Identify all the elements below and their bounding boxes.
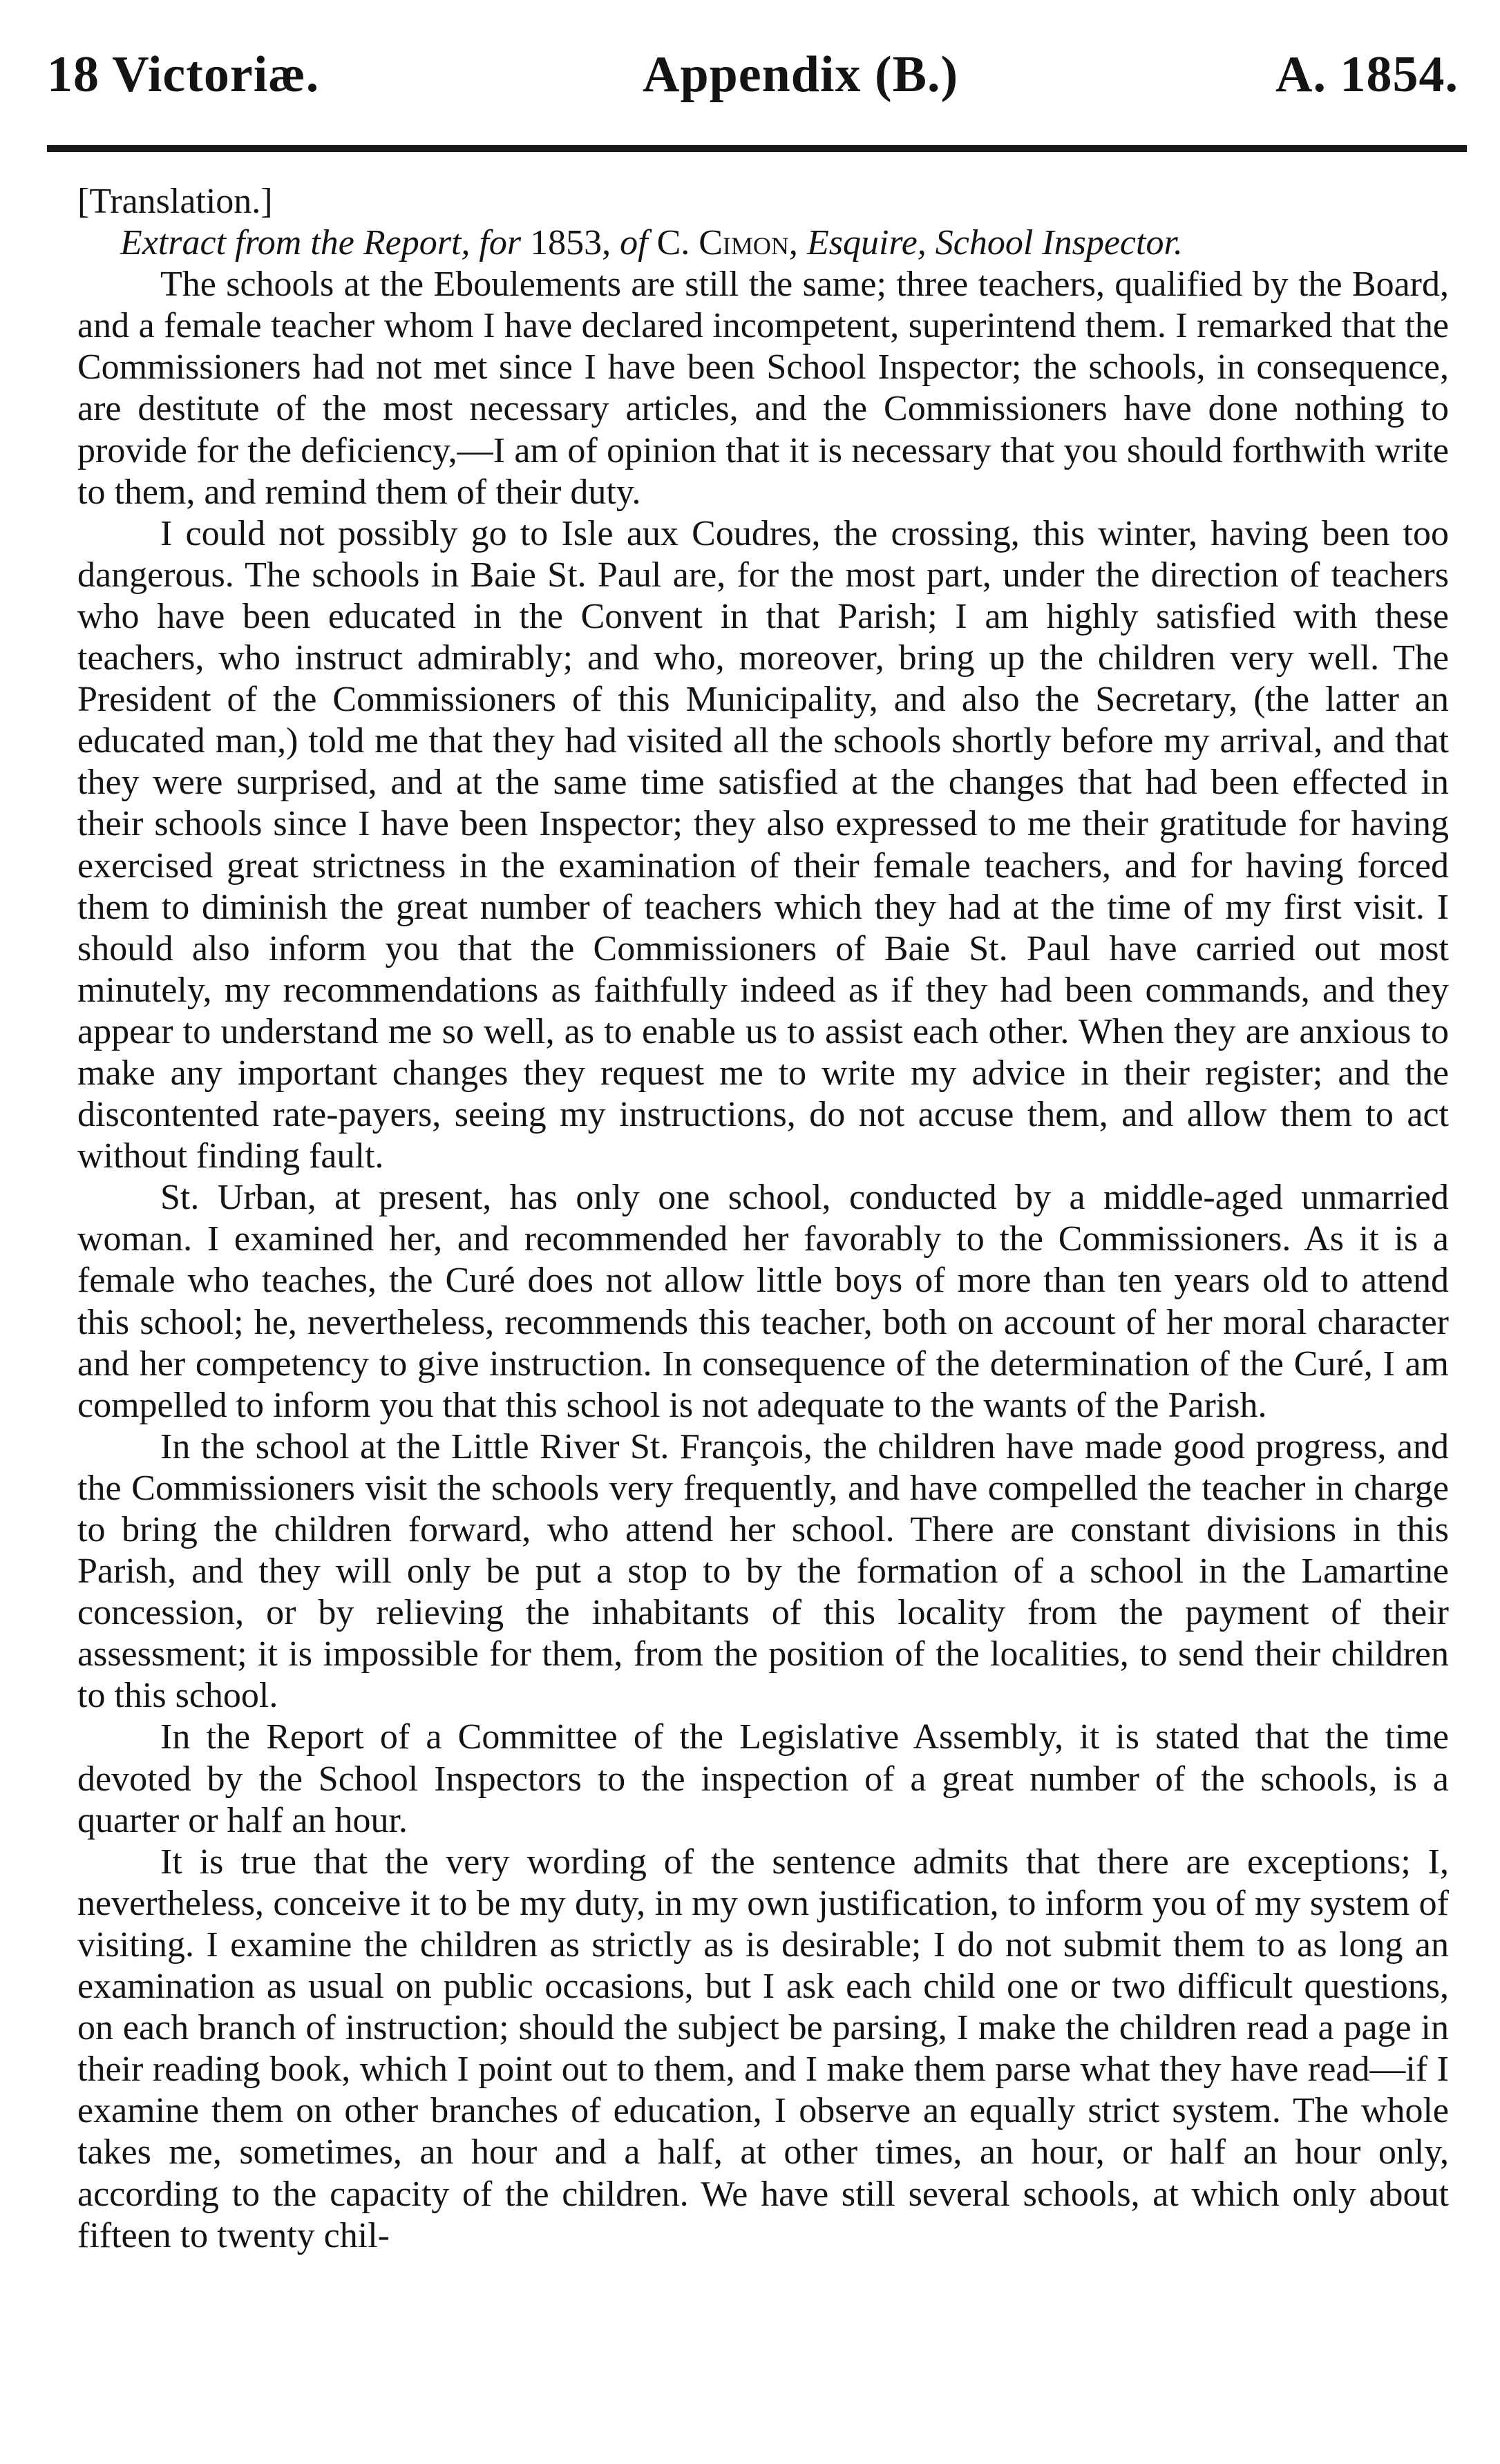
title-part-1: Extract from the Report, for [120, 223, 522, 263]
paragraph-committee-report: In the Report of a Committee of the Legislative Assembly, it is stated that the time devoted by the School Inspectors to the inspection of a great number of the schools, is a quarter or half an hour. [77, 1717, 1449, 1840]
extract-title [77, 222, 1449, 264]
title-name-initial: C. [656, 223, 690, 263]
header-session: 18 Victoriæ. [47, 46, 320, 103]
header-appendix: Appendix (B.) [643, 46, 959, 103]
paragraph-baie-st-paul: I could not possibly go to Isle aux Coudres, the crossing, this winter, having been too dangerous. The schools in Baie St. Paul are, for the most part, under the direction of teachers who have been educated in the Convent in that Parish; I am highly satisfied with these teachers, who instruct admirably; and who, moreover, bring up the children very well. The President of the Commissioners of this Municipality, and also the Secretary, (the latter an educated man,) told me that they had visited all the schools shortly before my arrival, and that they were surprised, and at the same time satisfied at the changes that had been effected in their schools since I have been Inspector; they also expressed to me their gratitude for having exercised great strictness in the examination of their female teachers, and for having forced them to diminish the great number of teachers which they had at the time of my first visit. I should also inform you that the Commissioners of Baie St. Paul have carried out most minutely, my recommendations as faithfully indeed as if they had been commands, and they appear to understand me so well, as to enable us to assist each other. When they are anxious to make any important changes they request me to write my advice in their register; and the discontented rate-payers, seeing my instructions, do not accuse them, and allow them to act without finding fault. [77, 513, 1449, 1176]
title-name: Cimon, [699, 223, 798, 263]
header-rule [47, 145, 1467, 152]
paragraph-eboulements: The schools at the Eboulements are still the same; three teachers, qualified by the Board, and a female teacher whom I have declared incompetent, superintend them. I remarked that the Commissioners had not met since I have been School Inspector; the schools, in consequence, are destitute of the most necessary articles, and the Commissioners have done nothing to provide for the deficiency,—I am of opinion that it is necessary that you should forthwith write to them, and remind them of their duty. [77, 265, 1449, 512]
title-year: 1853, [530, 223, 611, 263]
body-text [77, 181, 1449, 2257]
title-part-3: Esquire, School Inspector. [806, 223, 1183, 263]
page-header [47, 21, 1459, 117]
paragraph-st-urban: St. Urban, at present, has only one school, conducted by a middle-aged unmarried woman. I examined her, and recommended her favorably to the Commissioners. As it is a female who teaches, the Curé does not allow little boys of more than ten years old to attend this school; he, nevertheless, recommends this teacher, both on account of her moral character and her competency to give instruction. In consequence of the determination of the Curé, I am compelled to inform you that this school is not adequate to the wants of the Parish. [77, 1178, 1449, 1425]
header-year: A. 1854. [1275, 46, 1459, 103]
paragraph-little-river: In the school at the Little River St. François, the children have made good progress, and the Commissioners visit the schools very frequently, and have compelled the teacher in charge to bring the children forward, who attend her school. There are constant divisions in this Parish, and they will only be put a stop to by the formation of a school in the Lamartine concession, or by relieving the inhabitants of this locality from the payment of their assessment; it is impossible for them, from the position of the localities, to send their children to this school. [77, 1426, 1449, 1716]
title-part-2: of [620, 223, 648, 263]
translation-label: [Translation.] [77, 182, 273, 221]
paragraph-visiting-system: It is true that the very wording of the sentence admits that there are exceptions; I, nevertheless, conceive it to be my duty, in my own justification, to inform you of my system of visiting. I examine the children as strictly as is desirable; I do not submit them to as long an examination as usual on public occasions, but I ask each child one or two difficult questions, on each branch of instruction; should the subject be parsing, I make the children read a page in their reading book, which I point out to them, and I make them parse what they have read—if I examine them on other branches of education, I observe an equally strict system. The whole takes me, sometimes, an hour and a half, at other times, an hour, or half an hour only, according to the capacity of the children. We have still several schools, at which only about fifteen to twenty chil- [77, 1842, 1449, 2255]
